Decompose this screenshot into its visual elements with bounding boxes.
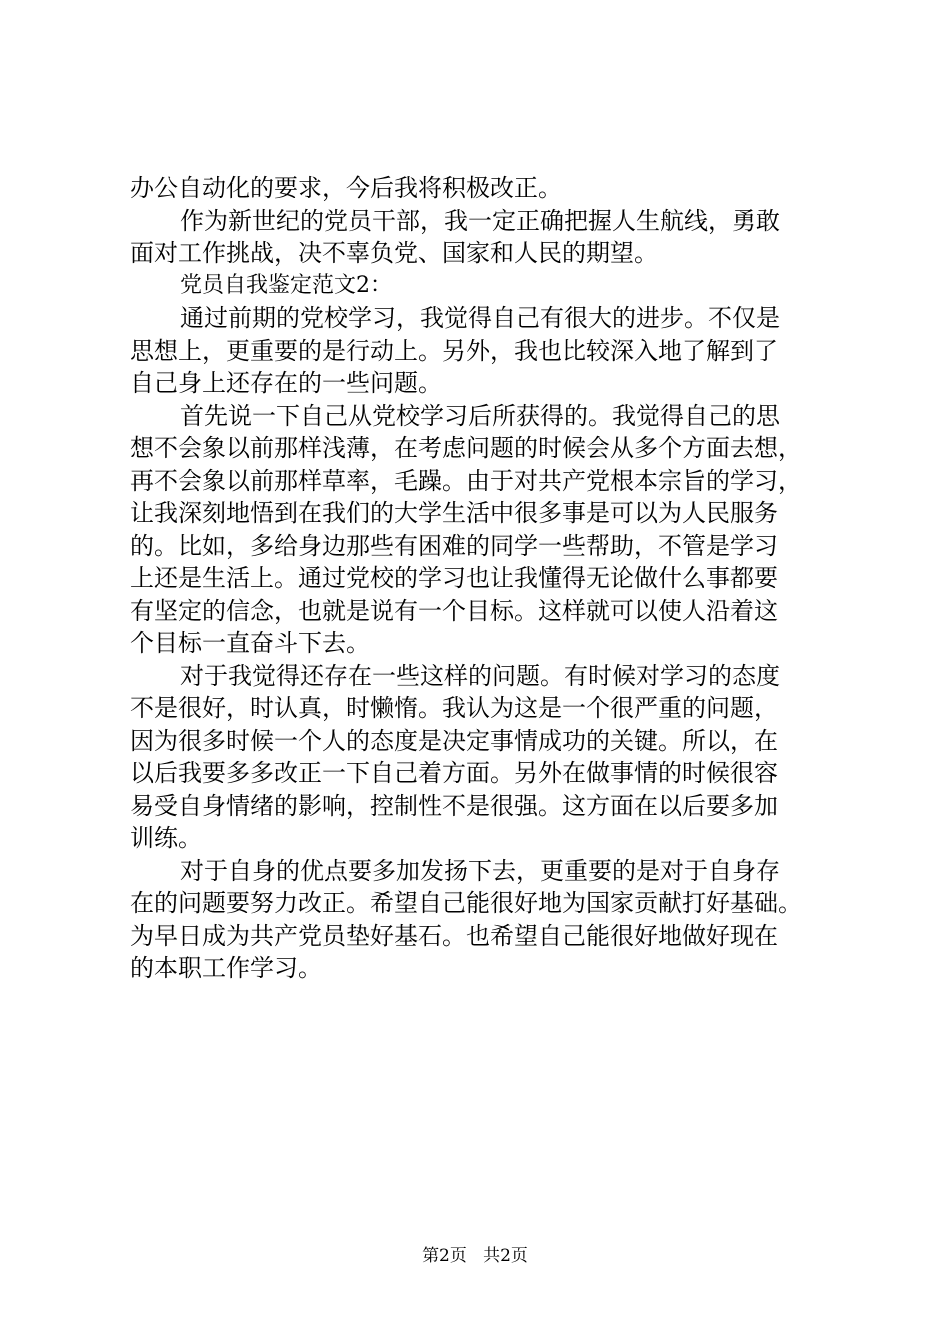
text-line: 为早日成为共产党员垫好基石。也希望自己能很好地做好现在 bbox=[130, 921, 778, 950]
text-line: 的。比如，多给身边那些有困难的同学一些帮助，不管是学习 bbox=[130, 531, 778, 560]
text-line: 在的问题要努力改正。希望自己能很好地为国家贡献打好基础。 bbox=[130, 889, 802, 917]
text-line: 上还是生活上。通过党校的学习也让我懂得无论做什么事都要 bbox=[130, 564, 778, 592]
text-line: 再不会象以前那样草率，毛躁。由于对共产党根本宗旨的学习， bbox=[130, 466, 802, 495]
text-line: 让我深刻地悟到在我们的大学生活中很多事是可以为人民服务 bbox=[130, 499, 778, 527]
section-heading: 党员自我鉴定范文2： bbox=[180, 272, 392, 298]
page-number: 第2页 bbox=[422, 1246, 467, 1266]
text-line: 的本职工作学习。 bbox=[130, 954, 322, 982]
page-footer bbox=[0, 1245, 950, 1267]
text-line: 因为很多时候一个人的态度是决定事情成功的关键。所以，在 bbox=[130, 726, 778, 755]
text-line: 想不会象以前那样浅薄，在考虑问题的时候会从多个方面去想， bbox=[130, 434, 802, 462]
document-body bbox=[130, 172, 832, 985]
paragraph-first-line: 通过前期的党校学习，我觉得自己有很大的进步。不仅是 bbox=[180, 304, 780, 332]
text-line: 面对工作挑战，决不辜负党、国家和人民的期望。 bbox=[130, 239, 658, 267]
paragraph-first-line: 作为新世纪的党员干部，我一定正确把握人生航线，勇敢 bbox=[180, 206, 780, 235]
paragraph-first-line: 对于我觉得还存在一些这样的问题。有时候对学习的态度 bbox=[180, 661, 780, 690]
paragraph-first-line: 对于自身的优点要多加发扬下去，更重要的是对于自身存 bbox=[180, 856, 780, 885]
text-line: 不是很好，时认真，时懒惰。我认为这是一个很严重的问题， bbox=[130, 694, 778, 722]
text-line: 个目标一直奋斗下去。 bbox=[130, 629, 370, 657]
text-line: 训练。 bbox=[130, 824, 202, 852]
text-line: 易受自身情绪的影响，控制性不是很强。这方面在以后要多加 bbox=[130, 791, 778, 820]
text-line: 有坚定的信念，也就是说有一个目标。这样就可以使人沿着这 bbox=[130, 596, 778, 625]
text-line: 自己身上还存在的一些问题。 bbox=[130, 369, 442, 397]
page-total: 共2页 bbox=[483, 1246, 528, 1266]
text-line: 思想上，更重要的是行动上。另外，我也比较深入地了解到了 bbox=[130, 336, 778, 365]
paragraph-first-line: 首先说一下自己从党校学习后所获得的。我觉得自己的思 bbox=[180, 401, 780, 430]
text-line: 办公自动化的要求，今后我将积极改正。 bbox=[130, 174, 562, 202]
text-line: 以后我要多多改正一下自己着方面。另外在做事情的时候很容 bbox=[130, 759, 778, 787]
